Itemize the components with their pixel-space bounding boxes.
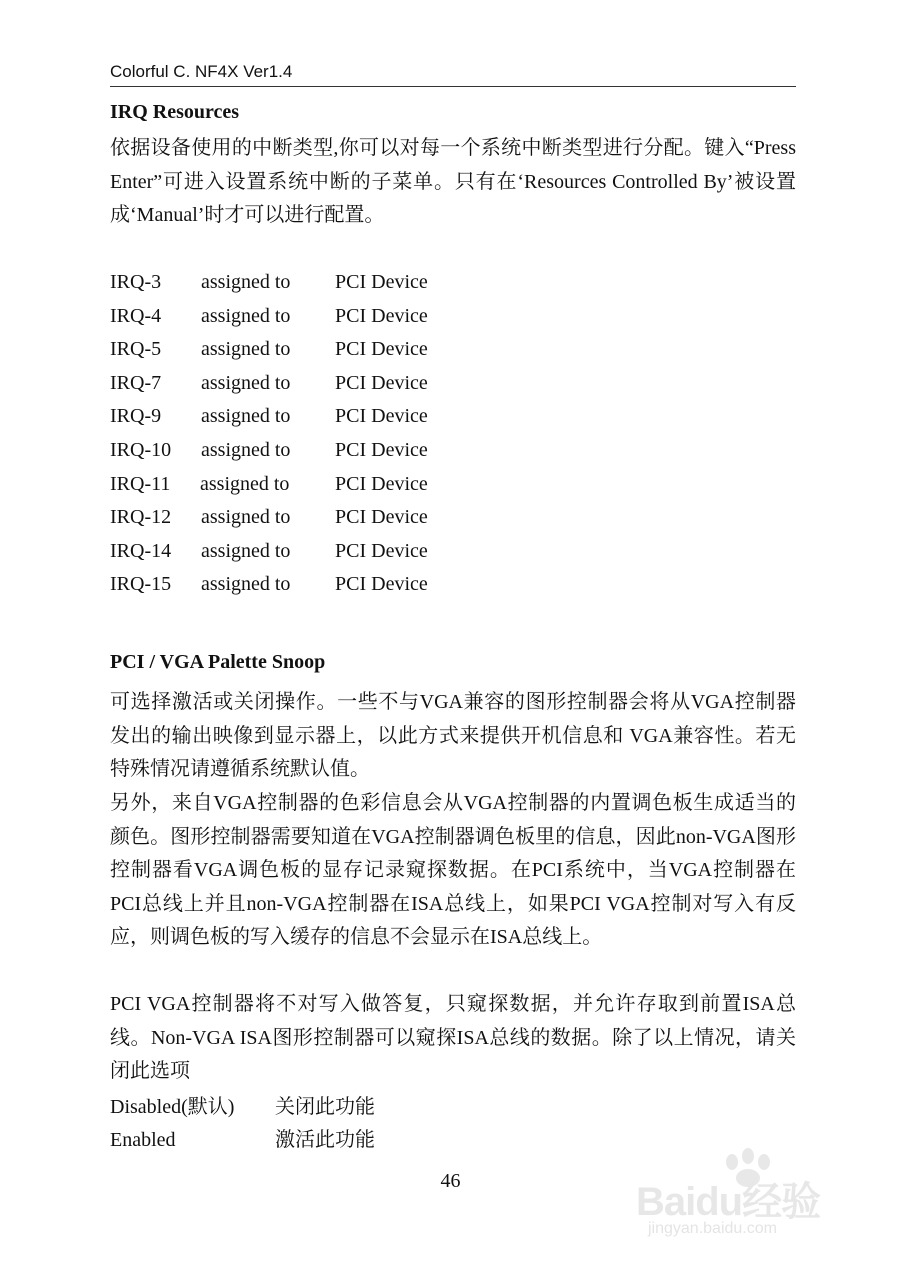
list-item: IRQ-10 assigned to PCI Device bbox=[110, 438, 428, 461]
list-item: IRQ-5 assigned to PCI Device bbox=[110, 338, 428, 361]
list-item: IRQ-9 assigned to PCI Device bbox=[110, 405, 428, 428]
option-description: 激活此功能 bbox=[275, 1129, 375, 1151]
option-row-enabled bbox=[110, 1124, 510, 1157]
option-description: 关闭此功能 bbox=[275, 1096, 375, 1118]
page-number: 46 bbox=[440, 1170, 461, 1192]
list-item: IRQ-7 assigned to PCI Device bbox=[110, 371, 428, 394]
watermark-brand: Baidu经验 bbox=[636, 1180, 821, 1224]
list-item: IRQ-14 assigned to PCI Device bbox=[110, 539, 428, 562]
list-item: IRQ-15 assigned to PCI Device bbox=[110, 573, 428, 596]
vga-paragraph-1: 可选择激活或关闭操作。一些不与VGA兼容的图形控制器会将从VGA控制器发出的输出映像到显示器上，以此方式来提供开机信息和 VGA兼容性。若无特殊情况请遵循系统默认值。 bbox=[110, 691, 796, 780]
vga-paragraph-2: 另外，来自VGA控制器的色彩信息会从VGA控制器的内置调色板生成适当的颜色。图形控制器需要知道在VGA控制器调色板里的信息，因此non-VGA图形控制器看VGA调色板的显存记录窥探数据。在PCI系统中，当VGA控制器在PCI总线上并且non-VGA控制器在ISA总线上，如果PCI VGA控制对写入有反应，则调色板的写入缓存的信息不会显示在ISA总线上。 bbox=[110, 792, 796, 948]
vga-palette-snoop-heading: PCI / VGA Palette Snoop bbox=[110, 651, 326, 673]
list-item: IRQ-4 assigned to PCI Device bbox=[110, 304, 428, 327]
irq-resources-description: 依据设备使用的中断类型,你可以对每一个系统中断类型进行分配。键入“Press Enter”可进入设置系统中断的子菜单。只有在‘Resources Controlled By’被设置成‘Manual’时才可以进行配置。 bbox=[110, 137, 796, 226]
watermark-url: jingyan.baidu.com bbox=[648, 1220, 777, 1237]
irq-resources-heading: IRQ Resources bbox=[110, 101, 240, 123]
vga-paragraph-3: PCI VGA控制器将不对写入做答复，只窥探数据，并允许存取到前置ISA总线。Non-VGA ISA图形控制器可以窥探ISA总线的数据。除了以上情况，请关闭此选项 bbox=[110, 993, 796, 1082]
option-row-disabled bbox=[110, 1091, 510, 1124]
list-item: IRQ-3 assigned to PCI Device bbox=[110, 271, 428, 293]
baidu-watermark bbox=[636, 1148, 852, 1243]
option-label: Disabled(默认) bbox=[110, 1096, 235, 1118]
irq-assignment-list bbox=[110, 266, 510, 602]
list-item: IRQ-11 assigned to PCI Device bbox=[110, 472, 428, 495]
page-header: Colorful C. NF4X Ver1.4 bbox=[110, 62, 796, 87]
option-label: Enabled bbox=[110, 1129, 176, 1151]
list-item: IRQ-12 assigned to PCI Device bbox=[110, 506, 428, 529]
